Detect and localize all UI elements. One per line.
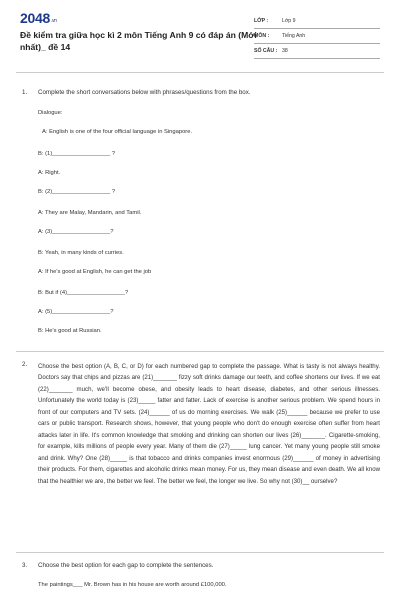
meta-row-subject [254, 29, 380, 44]
divider [16, 552, 384, 553]
logo-text: 2048 [20, 10, 50, 26]
meta-row-class [254, 14, 380, 29]
meta-table [254, 14, 380, 59]
site-logo[interactable] [20, 10, 57, 26]
dialogue-line: A: They are Malay, Mandarin, and Tamil. [38, 210, 142, 216]
document-header [0, 0, 400, 72]
question-passage: Choose the best option (A, B, C, or D) for each numbered gap to complete the passage. What is tasty is not always healthy. Doctors say that chips and pizzas are (21)_______ fizzy soft drinks damage our teeth, and coffee shortens our lives. If we eat (22)_______ much, we'll become obese, and obesity leads to heart disease, diabetes, and other serious illnesses. Unfortunately the world today is (23)_____ fatter and fatter. Lack of exercise is another serious problem. We spend hours in front of our computers and TV sets. (24)______ of us do morning exercises. We walk (25)______ because we prefer to use cars or public transport. Research shows, however, that young people who don't do enough exercise often suffer from heart attacks later in life. It's common knowledge that smoking and drinking can shorten our lives (26)_______. Cigarette-smoking, for example, kills millions of people every year. Many of them die (27)_____ lung cancer. Yet many young people still smoke and drink. Why? One (28)_____ is that tobacco and drinks companies invest enormous (29)______ of money in advertising their products. For them, cigarettes and alcoholic drinks mean money. For us, they mean disease and even death. We all know that the healthier we are, the better we feel. The better we feel, the longer we live. So why not (30)__ ourselve? [38, 363, 380, 485]
meta-value: 38 [282, 48, 288, 54]
dialogue-line: B: He's good at Russian. [38, 328, 102, 334]
document-title: Đề kiểm tra giữa học kì 2 môn Tiếng Anh 9 có đáp án (Mới nhất)_ đề 14 [20, 30, 257, 52]
question-instruction: Complete the short conversations below with phrases/questions from the box. [38, 89, 251, 96]
meta-label: SỐ CÂU : [254, 48, 278, 54]
question-instruction: Choose the best option for each gap to complete the sentences. [38, 562, 214, 569]
question-sentence: The paintings___ Mr. Brown has in his house are worth around £100,000. [38, 582, 227, 588]
dialogue-line: A: English is one of the four official language in Singapore. [42, 129, 193, 135]
dialogue-label: Dialogue: [38, 110, 63, 116]
meta-label: MÔN : [254, 33, 270, 39]
dialogue-line: A: (3)__________________? [38, 229, 114, 235]
dialogue-line: B: But if (4)__________________? [38, 290, 129, 296]
question-number: 1. [22, 89, 28, 96]
dialogue-line: B: (2)__________________ ? [38, 189, 116, 195]
divider [16, 351, 384, 352]
logo-suffix: .vn [50, 18, 57, 24]
divider [16, 72, 384, 73]
dialogue-line: B: Yeah, in many kinds of curries. [38, 250, 124, 256]
meta-value: Lớp 9 [282, 18, 296, 24]
meta-value: Tiếng Anh [282, 33, 306, 39]
question-number: 3. [22, 562, 28, 569]
dialogue-line: A: Right. [38, 170, 61, 176]
meta-label: LỚP : [254, 18, 269, 24]
dialogue-line: B: (1)__________________ ? [38, 151, 116, 157]
dialogue-line: A: (5)__________________? [38, 309, 114, 315]
meta-row-count [254, 44, 380, 59]
question-number: 2. [22, 361, 28, 368]
dialogue-line: A: If he's good at English, he can get the job [38, 269, 152, 275]
